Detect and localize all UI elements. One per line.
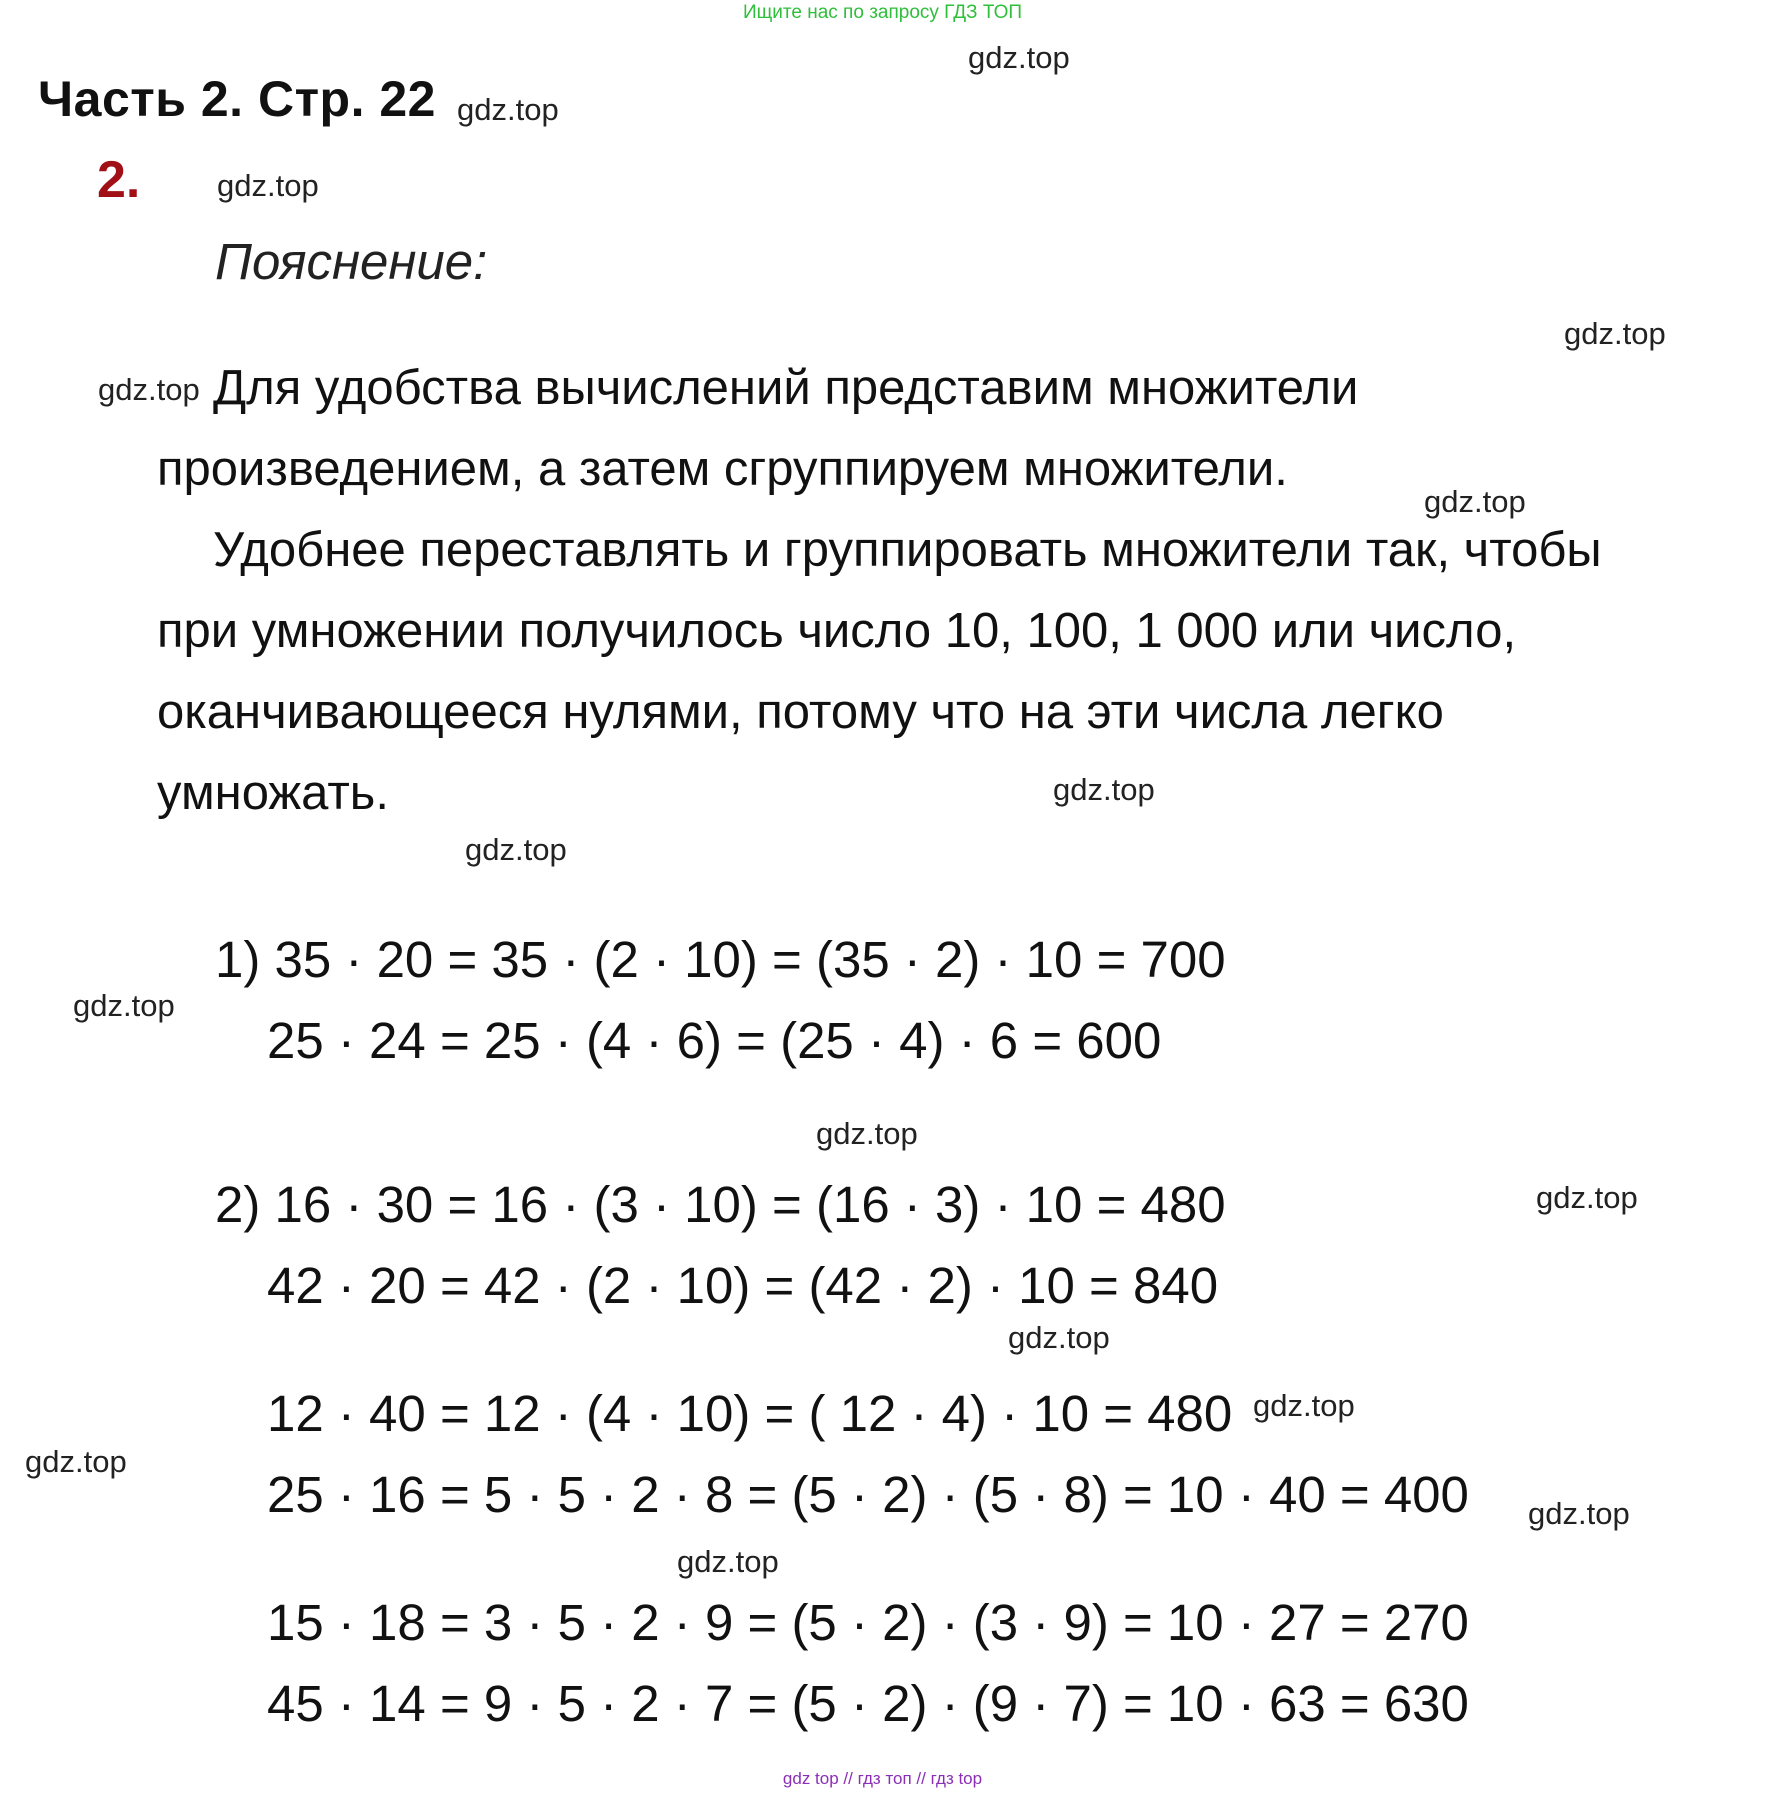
watermark: gdz.top xyxy=(217,168,319,203)
paragraph-line: произведением, а затем сгруппируем множители. xyxy=(157,442,1288,496)
watermark: gdz.top xyxy=(816,1116,918,1151)
equation-line: 25 · 24 = 25 · (4 · 6) = (25 · 4) · 6 = 600 xyxy=(267,1012,1162,1069)
watermark: gdz.top xyxy=(1424,484,1526,519)
watermark: gdz.top xyxy=(1253,1388,1355,1423)
equation-line: 45 · 14 = 9 · 5 · 2 · 7 = (5 · 2) · (9 · 7) = 10 · 63 = 630 xyxy=(267,1675,1469,1732)
equation-line: 15 · 18 = 3 · 5 · 2 · 9 = (5 · 2) · (3 · 9) = 10 · 27 = 270 xyxy=(267,1594,1469,1651)
equation-line: 42 · 20 = 42 · (2 · 10) = (42 · 2) · 10 = 840 xyxy=(267,1257,1219,1314)
watermark: gdz.top xyxy=(968,40,1070,75)
watermark: gdz.top xyxy=(465,832,567,867)
equation-line: 2) 16 · 30 = 16 · (3 · 10) = (16 · 3) · 10 = 480 xyxy=(215,1176,1226,1233)
equation-line: 25 · 16 = 5 · 5 · 2 · 8 = (5 · 2) · (5 · 8) = 10 · 40 = 400 xyxy=(267,1466,1469,1523)
watermark: gdz.top xyxy=(677,1544,779,1579)
equation-line: 1) 35 · 20 = 35 · (2 · 10) = (35 · 2) · 10 = 700 xyxy=(215,931,1226,988)
paragraph-line: умножать. xyxy=(157,766,389,820)
paragraph-line: Удобнее переставлять и группировать множители так, чтобы xyxy=(213,523,1602,577)
footer-watermark: gdz top // гдз топ // гдз top xyxy=(782,1769,983,1788)
watermark: gdz.top xyxy=(1564,316,1666,351)
watermark: gdz.top xyxy=(98,372,200,407)
watermark: gdz.top xyxy=(73,988,175,1023)
paragraph-line: оканчивающееся нулями, потому что на эти числа легко xyxy=(157,685,1444,739)
watermark: gdz.top xyxy=(1008,1320,1110,1355)
top-banner: Ищите нас по запросу ГДЗ ТОП xyxy=(742,2,1023,23)
watermark: gdz.top xyxy=(457,92,559,127)
watermark: gdz.top xyxy=(1053,772,1155,807)
task-number: 2. xyxy=(97,151,141,209)
equation-line: 12 · 40 = 12 · (4 · 10) = ( 12 · 4) · 10 = 480 xyxy=(267,1385,1233,1442)
page-title: Часть 2. Стр. 22 xyxy=(38,71,436,127)
watermark: gdz.top xyxy=(25,1444,127,1479)
paragraph-line: при умножении получилось число 10, 100, 1 000 или число, xyxy=(157,604,1517,658)
explanation-heading: Пояснение: xyxy=(215,233,488,290)
watermark: gdz.top xyxy=(1536,1180,1638,1215)
watermark: gdz.top xyxy=(1528,1496,1630,1531)
paragraph-line: Для удобства вычислений представим множители xyxy=(213,361,1359,415)
